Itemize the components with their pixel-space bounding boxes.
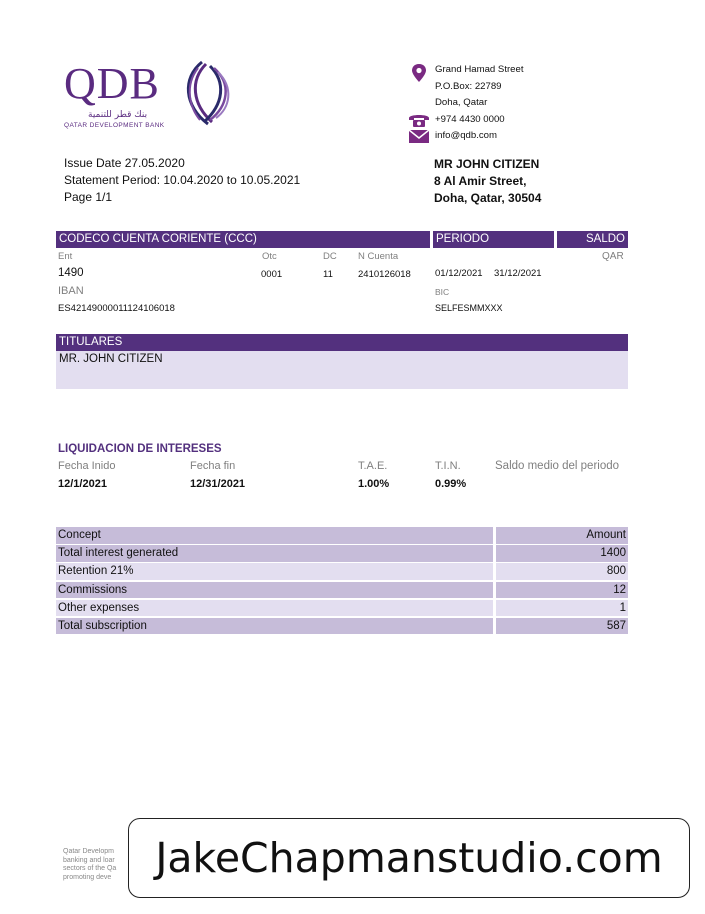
period-from: 01/12/2021 [435, 268, 483, 279]
qdb-swirl-icon [178, 58, 234, 128]
otc-value: 0001 [261, 269, 283, 280]
ent-value: 1490 [58, 267, 84, 279]
ncuenta-label: N Cuenta [358, 251, 399, 262]
titulares-header: TITULARES [56, 334, 628, 351]
pobox-row [408, 79, 628, 96]
recipient-address [434, 156, 541, 207]
footer-line: Qatar Developm [63, 848, 114, 855]
fecha-fin-label: Fecha fin [190, 460, 236, 472]
city-row [408, 95, 628, 112]
saldo-medio-label: Saldo medio del periodo [495, 460, 620, 472]
summary-table [56, 527, 628, 636]
fecha-inicio-value: 12/1/2021 [58, 478, 107, 490]
fecha-inicio-label: Fecha Inido [58, 460, 116, 472]
address-row [408, 62, 628, 79]
recipient-street: 8 Al Amir Street, [434, 174, 527, 188]
recipient-name: MR JOHN CITIZEN [434, 157, 540, 171]
row-concept: Other expenses [56, 600, 493, 617]
tae-value: 1.00% [358, 478, 390, 490]
row-amount: 587 [496, 618, 628, 635]
table-header-row [56, 527, 628, 545]
contact-block [408, 62, 628, 145]
table-row [56, 563, 628, 581]
recipient-city: Doha, Qatar, 30504 [434, 191, 542, 205]
row-concept: Retention 21% [56, 563, 493, 580]
statement-period: Statement Period: 10.04.2020 to 10.05.2021 [64, 173, 301, 187]
saldo-header: SALDO [557, 231, 628, 248]
titulares-body [56, 351, 628, 389]
table-row [56, 600, 628, 618]
footer-line: sectors of the Qa [63, 865, 117, 873]
row-amount: 1400 [496, 545, 628, 562]
row-amount: 1 [496, 600, 628, 617]
telephone-icon [408, 112, 430, 128]
row-amount: 800 [496, 563, 628, 580]
tae-label: T.A.E. [358, 460, 388, 472]
row-amount: 12 [496, 582, 628, 599]
email-row [408, 128, 628, 145]
footer-line: promoting deve [63, 873, 112, 881]
otc-label: Otc [262, 251, 277, 262]
logo-arabic-name: بنك قطر للتنمية [88, 110, 148, 120]
watermark-banner: JakeChapmanstudio.com [128, 818, 690, 898]
email-address: info@qdb.com [435, 130, 498, 141]
dc-value: 11 [323, 269, 333, 280]
tin-label: T.I.N. [435, 460, 461, 472]
address-line-3: Doha, Qatar [435, 97, 488, 108]
currency-label: QAR [602, 251, 624, 262]
phone-number: +974 4430 0000 [435, 113, 505, 125]
logo-text: QDB [64, 59, 160, 108]
ccc-header: CODECO CUENTA CORIENTE (CCC) [56, 231, 430, 248]
row-concept: Total interest generated [56, 545, 493, 562]
iban-value: ES42149000011124106018 [58, 303, 175, 314]
row-concept: Commissions [56, 582, 493, 599]
logo-english-name: QATAR DEVELOPMENT BANK [64, 122, 165, 129]
iban-label: IBAN [58, 285, 84, 297]
concept-header: Concept [56, 527, 493, 544]
footer-text [63, 848, 135, 882]
period-to: 31/12/2021 [494, 268, 542, 279]
ncuenta-value: 2410126018 [358, 269, 411, 280]
table-row [56, 582, 628, 600]
page-number: Page 1/1 [64, 190, 113, 204]
issue-date: Issue Date 27.05.2020 [64, 156, 185, 170]
table-row [56, 618, 628, 636]
periodo-header: PERIODO [433, 231, 554, 248]
dc-label: DC [323, 251, 337, 262]
phone-row [408, 112, 628, 129]
address-line-2: P.O.Box: 22789 [435, 80, 502, 92]
qdb-logo [62, 58, 242, 138]
tin-value: 0.99% [435, 478, 467, 490]
fecha-fin-value: 12/31/2021 [190, 478, 246, 490]
bic-value: SELFESMMXXX [435, 303, 503, 313]
amount-header: Amount [496, 527, 628, 544]
row-concept: Total subscription [56, 618, 493, 635]
table-row [56, 545, 628, 563]
bic-label: BIC [435, 287, 450, 297]
statement-info [64, 155, 300, 206]
titular-name: MR. JOHN CITIZEN [59, 353, 163, 365]
ent-label: Ent [58, 251, 73, 262]
footer-line: banking and loar [63, 856, 115, 864]
envelope-icon [408, 128, 430, 144]
address-line-1: Grand Hamad Street [435, 64, 524, 75]
liquidacion-title: LIQUIDACION DE INTERESES [58, 443, 222, 455]
